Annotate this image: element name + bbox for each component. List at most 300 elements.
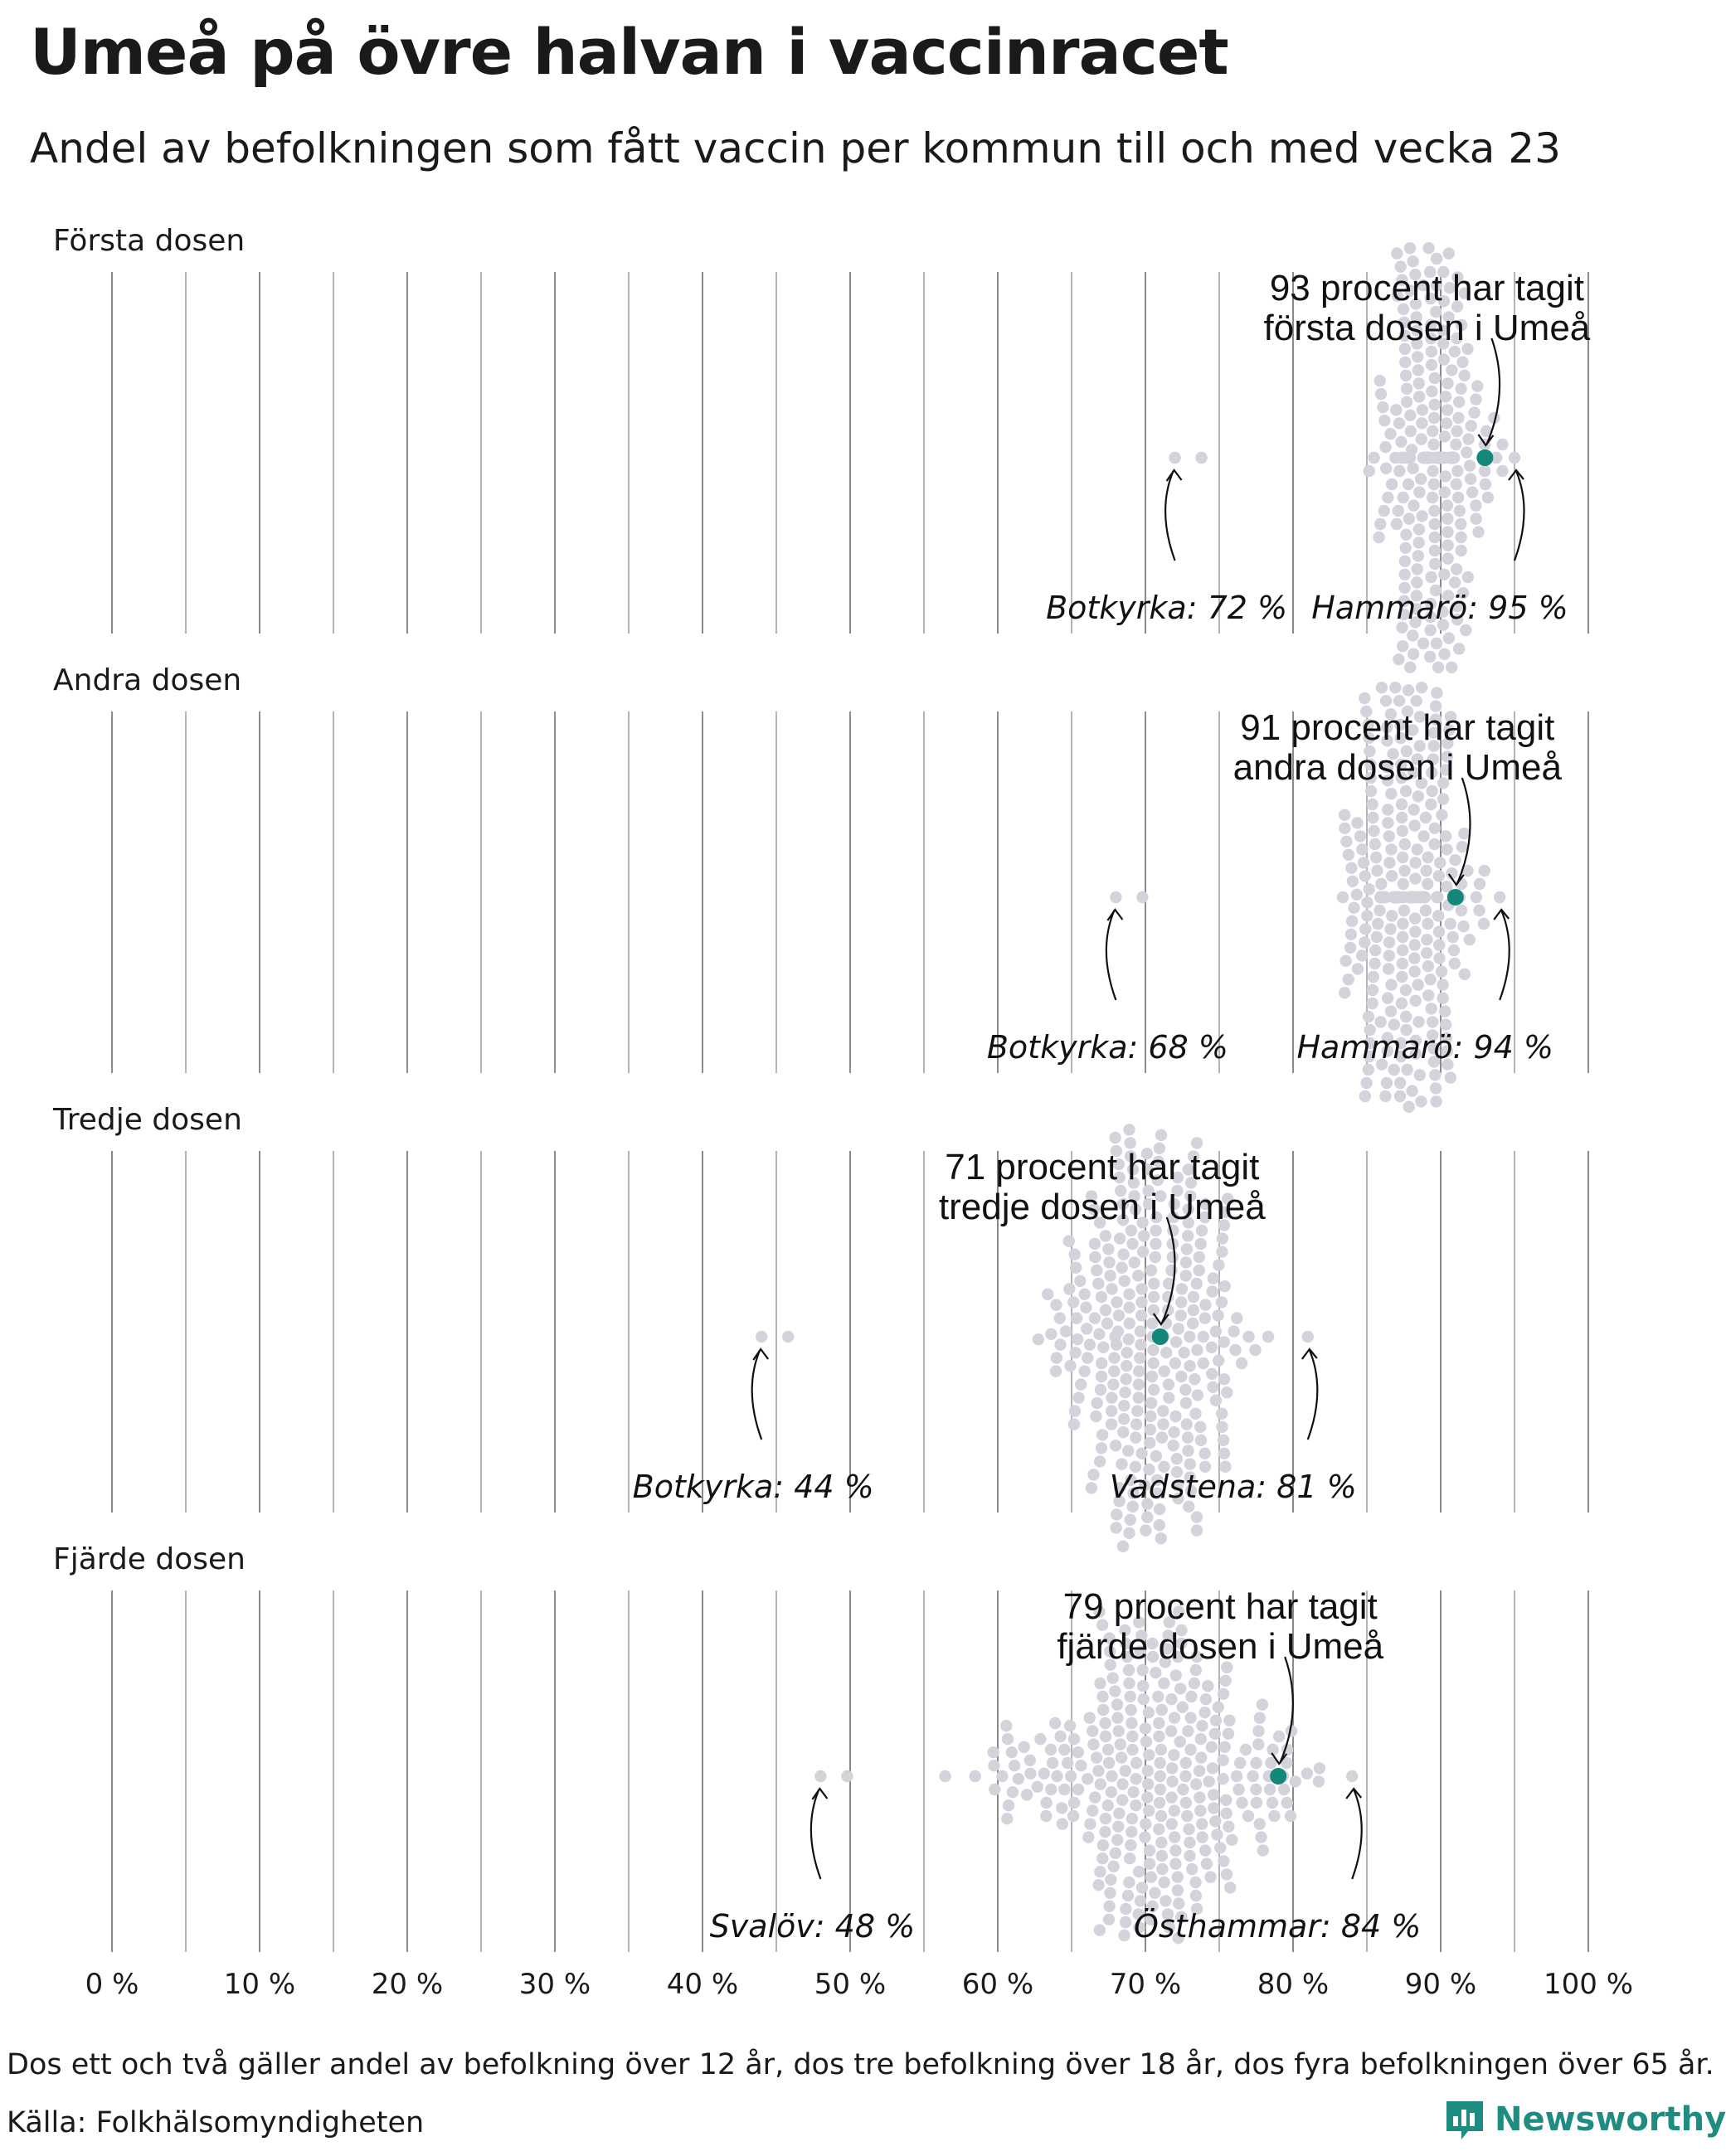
municipality-dot — [1268, 1810, 1280, 1822]
municipality-dot — [1179, 1384, 1191, 1396]
umea-annotation-line: tredje dosen i Umeå — [938, 1187, 1266, 1227]
municipality-dot — [1097, 1839, 1109, 1851]
municipality-dot — [1111, 1296, 1122, 1308]
min-arrowhead — [812, 1789, 827, 1799]
municipality-dot — [1143, 1707, 1155, 1718]
umea-annotation — [1057, 1586, 1383, 1667]
municipality-dot — [1394, 1077, 1406, 1089]
panel-title: Andra dosen — [53, 663, 242, 697]
municipality-dot — [1199, 1299, 1211, 1310]
municipality-dot — [1218, 1373, 1230, 1385]
municipality-dot — [1094, 1924, 1106, 1935]
x-tick-label: 10 % — [223, 1968, 296, 2001]
municipality-dot — [1113, 1725, 1125, 1736]
municipality-dot — [1425, 799, 1437, 810]
municipality-dot — [1337, 891, 1349, 903]
municipality-dot — [1348, 902, 1359, 914]
municipality-dot — [1262, 1331, 1274, 1343]
municipality-dot — [1218, 1336, 1230, 1348]
municipality-dot — [1416, 682, 1427, 693]
municipality-dot — [1116, 1794, 1128, 1806]
municipality-dot — [1097, 1342, 1109, 1353]
municipality-dot — [1427, 492, 1438, 503]
min-arrowhead — [1107, 910, 1122, 920]
municipality-dot — [1439, 430, 1451, 442]
municipality-dot — [1400, 529, 1412, 541]
municipality-dot — [1440, 470, 1451, 482]
municipality-dot — [1135, 1895, 1146, 1906]
municipality-dot — [1155, 1837, 1167, 1848]
municipality-dot — [1156, 1850, 1168, 1862]
municipality-dot — [1421, 865, 1432, 876]
municipality-dot — [1180, 1797, 1192, 1809]
municipality-dot — [1453, 396, 1465, 408]
municipality-dot — [1065, 1770, 1077, 1782]
municipality-dot — [1087, 1725, 1098, 1736]
municipality-dot — [1398, 905, 1410, 916]
max-arrowhead — [1302, 1349, 1317, 1359]
municipality-dot — [1109, 1685, 1121, 1697]
municipality-dot — [1184, 1360, 1195, 1372]
municipality-dot — [1144, 1844, 1155, 1856]
x-tick-label: 80 % — [1257, 1968, 1330, 2001]
municipality-dot — [1072, 1391, 1084, 1403]
municipality-dot — [1096, 1357, 1107, 1369]
municipality-dot — [1107, 1672, 1119, 1683]
municipality-dot — [1409, 939, 1421, 950]
municipality-dot — [1221, 1386, 1233, 1398]
municipality-dot — [1116, 1262, 1127, 1274]
municipality-dot — [1408, 499, 1419, 511]
municipality-dot — [1183, 1823, 1194, 1835]
municipality-dot — [1195, 1751, 1207, 1763]
municipality-dot — [1165, 1725, 1177, 1736]
municipality-dot — [1159, 1365, 1170, 1377]
municipality-dot — [1438, 569, 1450, 580]
municipality-dot — [1457, 920, 1469, 932]
municipality-dot — [1214, 1842, 1226, 1853]
municipality-dot — [1465, 473, 1476, 484]
municipality-dot — [1217, 1232, 1228, 1244]
municipality-dot — [1220, 1675, 1232, 1687]
municipality-dot — [1374, 905, 1385, 916]
municipality-dot — [1133, 1866, 1145, 1877]
municipality-dot — [1104, 1887, 1116, 1899]
panel-4 — [53, 1542, 1588, 1952]
municipality-dot — [1145, 1871, 1157, 1882]
municipality-dot — [1093, 1328, 1105, 1340]
municipality-dot — [1339, 823, 1350, 834]
umea-annotation-line: fjärde dosen i Umeå — [1057, 1626, 1384, 1667]
municipality-dot — [1424, 974, 1436, 985]
municipality-dot — [1218, 1435, 1229, 1446]
municipality-dot — [1378, 505, 1390, 517]
municipality-dot — [1121, 1360, 1132, 1372]
municipality-dot — [1134, 1352, 1145, 1363]
municipality-dot — [1143, 1804, 1155, 1816]
municipality-dot — [1380, 695, 1392, 707]
municipality-dot — [1095, 1384, 1106, 1396]
municipality-dot — [1124, 1853, 1135, 1864]
municipality-dot — [1442, 526, 1453, 537]
municipality-dot — [1160, 1347, 1172, 1358]
municipality-dot — [1092, 1765, 1104, 1776]
municipality-dot — [1069, 1405, 1081, 1416]
municipality-dot — [1380, 463, 1392, 474]
municipality-dot — [1437, 992, 1449, 1003]
municipality-dot — [1111, 1522, 1122, 1533]
municipality-dot — [1453, 643, 1465, 654]
municipality-dot — [1449, 958, 1461, 969]
municipality-dot — [1400, 542, 1412, 554]
municipality-dot — [1401, 383, 1412, 395]
municipality-dot — [1213, 1355, 1224, 1367]
municipality-dot — [1255, 1831, 1267, 1843]
municipality-dot — [1155, 1129, 1167, 1141]
municipality-dot — [1100, 1813, 1111, 1824]
municipality-dot — [1432, 910, 1444, 921]
municipality-dot — [1067, 1810, 1079, 1822]
municipality-dot — [1374, 1016, 1386, 1027]
municipality-dot — [1219, 1280, 1231, 1292]
municipality-dot — [1166, 1818, 1178, 1829]
municipality-dot — [1137, 1680, 1149, 1692]
municipality-dot — [1359, 923, 1371, 935]
municipality-dot — [1367, 799, 1378, 810]
municipality-dot — [1072, 1746, 1084, 1758]
umea-annotation — [939, 1147, 1266, 1227]
x-tick-label: 40 % — [666, 1968, 739, 2001]
municipality-dot — [1456, 545, 1467, 556]
municipality-dot — [1154, 1757, 1165, 1769]
municipality-dot — [1165, 1693, 1177, 1705]
municipality-dot — [1411, 576, 1422, 588]
municipality-dot — [1169, 1712, 1180, 1723]
municipality-dot — [1216, 1408, 1228, 1420]
municipality-dot — [1456, 841, 1468, 852]
municipality-dot — [1144, 1857, 1155, 1869]
municipality-dot — [1064, 1720, 1076, 1731]
municipality-dot — [1057, 1818, 1068, 1829]
municipality-dot — [1174, 1736, 1186, 1747]
municipality-dot — [1108, 1352, 1120, 1363]
municipality-dot — [1194, 1421, 1206, 1433]
municipality-dot — [1208, 1789, 1219, 1800]
municipality-dot — [1242, 1331, 1254, 1343]
municipality-dot — [1354, 830, 1366, 842]
municipality-dot — [1180, 1397, 1192, 1409]
municipality-dot — [1119, 1386, 1130, 1398]
municipality-dot — [1448, 452, 1460, 464]
x-tick-label: 90 % — [1404, 1968, 1477, 2001]
municipality-dot — [1474, 878, 1485, 890]
x-tick-label: 60 % — [961, 1968, 1034, 2001]
municipality-dot — [1140, 1818, 1151, 1829]
municipality-dot — [1254, 1712, 1266, 1723]
municipality-dot — [1202, 1680, 1213, 1692]
municipality-dot — [1199, 1844, 1211, 1856]
municipality-dot — [1090, 1411, 1101, 1422]
municipality-dot — [1184, 1837, 1195, 1848]
municipality-dot — [1160, 1895, 1171, 1906]
municipality-dot — [1141, 1511, 1153, 1522]
municipality-dot — [1191, 1511, 1203, 1522]
municipality-dot — [1150, 1667, 1161, 1678]
municipality-dot — [1216, 1296, 1228, 1308]
municipality-dot — [1451, 425, 1462, 437]
page-subtitle: Andel av befolkningen som fått vaccin per kommun till och med vecka 23 — [30, 124, 1561, 172]
municipality-dot — [1191, 1524, 1203, 1536]
municipality-dot — [1135, 1309, 1147, 1321]
municipality-dot — [1072, 1784, 1084, 1795]
municipality-dot — [1432, 662, 1444, 673]
municipality-dot — [1509, 452, 1520, 464]
municipality-dot — [1121, 1373, 1132, 1385]
municipality-dot — [1210, 1395, 1222, 1406]
municipality-dot — [1247, 1770, 1258, 1782]
municipality-dot — [1130, 1418, 1142, 1430]
municipality-dot — [1082, 1831, 1094, 1843]
municipality-dot — [1167, 1440, 1179, 1451]
municipality-dot — [1389, 452, 1401, 464]
municipality-dot — [1192, 1389, 1203, 1401]
municipality-dot — [1062, 1757, 1073, 1769]
municipality-dot — [1242, 1810, 1254, 1822]
municipality-dot — [1386, 478, 1398, 490]
municipality-dot — [1431, 638, 1442, 649]
municipality-dot — [1396, 812, 1408, 823]
municipality-dot — [1054, 1731, 1066, 1742]
municipality-dot — [1054, 1338, 1066, 1350]
municipality-dot — [1007, 1786, 1019, 1798]
municipality-dot — [1471, 380, 1483, 391]
panel-1 — [53, 224, 1591, 673]
municipality-dot — [970, 1770, 981, 1782]
municipality-dot — [1033, 1333, 1044, 1345]
municipality-dot — [1075, 1378, 1087, 1390]
municipality-dot — [1165, 1791, 1177, 1803]
municipality-dot — [1419, 891, 1431, 903]
municipality-dot — [1220, 1808, 1232, 1819]
municipality-dot — [1267, 1797, 1278, 1809]
max-arrowhead — [1346, 1789, 1361, 1799]
municipality-dot — [1371, 865, 1383, 876]
municipality-dot — [1382, 992, 1393, 1003]
min-label: Botkyrka: 72 % — [1046, 590, 1288, 626]
municipality-dot — [1135, 1296, 1147, 1308]
municipality-dot — [1135, 1338, 1146, 1350]
municipality-dot — [1169, 1857, 1181, 1869]
municipality-dot — [1169, 1831, 1180, 1843]
municipality-dot — [1379, 441, 1391, 453]
municipality-dot — [1123, 1289, 1135, 1300]
municipality-dot — [1103, 1757, 1115, 1769]
municipality-dot — [1234, 1757, 1246, 1769]
municipality-dot — [1139, 1831, 1150, 1843]
municipality-dot — [1442, 404, 1453, 415]
municipality-dot — [1208, 1802, 1219, 1814]
municipality-dot — [1103, 1914, 1115, 1925]
municipality-dot — [1002, 1733, 1014, 1745]
municipality-dot — [1383, 830, 1395, 842]
municipality-dot — [1126, 1826, 1137, 1838]
min-label: Botkyrka: 68 % — [986, 1029, 1228, 1066]
municipality-dot — [1045, 1328, 1057, 1340]
municipality-dot — [1442, 552, 1454, 564]
municipality-dot — [1105, 1874, 1116, 1886]
municipality-dot — [1436, 809, 1447, 821]
municipality-dot — [1001, 1813, 1013, 1824]
municipality-dot — [1278, 1784, 1290, 1795]
municipality-dot — [1398, 878, 1409, 890]
municipality-dot — [1212, 1309, 1223, 1321]
municipality-dot — [1405, 425, 1417, 437]
municipality-dot — [1089, 1238, 1101, 1250]
municipality-dot — [1434, 857, 1446, 868]
municipality-dot — [1254, 1818, 1266, 1829]
municipality-dot — [1102, 1744, 1114, 1755]
municipality-dot — [1175, 1371, 1187, 1382]
municipality-dot — [1203, 1775, 1215, 1787]
municipality-dot — [1428, 412, 1440, 424]
municipality-dot — [1466, 420, 1477, 431]
municipality-dot — [1379, 1090, 1391, 1102]
municipality-dot — [1013, 1773, 1024, 1785]
municipality-dot — [1411, 695, 1422, 707]
panel-title: Tredje dosen — [53, 1103, 242, 1137]
municipality-dot — [1391, 247, 1403, 259]
municipality-dot — [1169, 1804, 1180, 1816]
municipality-dot — [1184, 1712, 1196, 1723]
municipality-dot — [1257, 1844, 1269, 1856]
municipality-dot — [1102, 1243, 1114, 1255]
max-arrow — [1352, 1789, 1362, 1879]
municipality-dot — [1123, 1333, 1135, 1345]
municipality-dot — [1125, 1514, 1136, 1526]
municipality-dot — [1058, 1784, 1070, 1795]
municipality-dot — [1118, 1413, 1130, 1425]
municipality-dot — [1439, 1005, 1451, 1017]
municipality-dot — [1447, 931, 1459, 943]
municipality-dot — [1257, 1698, 1268, 1710]
municipality-dot — [1381, 1077, 1393, 1089]
municipality-dot — [1442, 499, 1453, 511]
municipality-dot — [1440, 391, 1451, 402]
municipality-dot — [1367, 998, 1378, 1009]
municipality-dot — [1127, 1786, 1139, 1798]
municipality-dot — [1126, 1731, 1138, 1742]
municipality-dot — [1439, 486, 1451, 498]
municipality-dot — [1431, 253, 1442, 265]
municipality-dot — [1471, 891, 1482, 903]
newsworthy-logo-icon — [1443, 2098, 1486, 2141]
municipality-dot — [1114, 1232, 1126, 1244]
municipality-dot — [1386, 910, 1398, 921]
municipality-dot — [1407, 629, 1418, 641]
municipality-dot — [1109, 1132, 1121, 1144]
municipality-dot — [1147, 1344, 1159, 1356]
municipality-dot — [1182, 1445, 1194, 1456]
municipality-dot — [1087, 1804, 1098, 1816]
municipality-dot — [1218, 1688, 1229, 1700]
x-tick-label: 100 % — [1543, 1968, 1634, 2001]
municipality-dot — [1231, 1312, 1242, 1323]
municipality-dot — [1170, 1669, 1182, 1681]
municipality-dot — [1112, 1821, 1124, 1833]
municipality-dot — [988, 1760, 999, 1771]
municipality-dot — [1058, 1744, 1070, 1755]
municipality-dot — [1111, 1698, 1123, 1710]
municipality-dot — [1125, 1704, 1136, 1716]
municipality-dot — [1339, 987, 1350, 998]
municipality-dot — [1106, 1405, 1117, 1416]
municipality-dot — [1417, 638, 1429, 649]
municipality-dot — [1399, 357, 1411, 368]
municipality-dot — [1116, 1751, 1127, 1763]
municipality-dot — [1383, 936, 1395, 948]
municipality-dot — [1099, 1826, 1111, 1838]
municipality-dot — [1150, 1251, 1161, 1263]
municipality-dot — [1196, 1720, 1208, 1731]
municipality-dot — [1429, 372, 1441, 384]
municipality-dot — [1091, 1751, 1102, 1763]
municipality-dot — [1136, 891, 1148, 903]
municipality-dot — [1191, 1278, 1203, 1289]
municipality-dot — [1087, 1738, 1099, 1750]
municipality-dot — [1371, 931, 1383, 943]
municipality-dot — [1400, 984, 1412, 996]
municipality-dot — [1140, 1524, 1151, 1536]
municipality-dot — [1396, 799, 1408, 810]
municipality-dot — [1196, 1818, 1208, 1829]
municipality-dot — [1438, 648, 1450, 660]
municipality-dot — [1180, 1757, 1192, 1769]
municipality-dot — [1374, 375, 1386, 386]
municipality-dot — [1096, 1442, 1107, 1454]
municipality-dot — [1431, 687, 1442, 698]
municipality-dot — [1115, 1738, 1126, 1750]
municipality-dot — [1229, 1344, 1241, 1356]
municipality-dot — [1313, 1775, 1325, 1787]
max-label: Östhammar: 84 % — [1134, 1908, 1422, 1945]
municipality-dot — [1346, 915, 1358, 927]
municipality-dot — [1009, 1760, 1020, 1771]
municipality-dot — [1133, 1378, 1145, 1390]
municipality-dot — [1403, 1101, 1415, 1113]
municipality-dot — [1110, 891, 1121, 903]
municipality-dot — [1075, 1760, 1087, 1771]
municipality-dot — [1204, 1871, 1216, 1882]
municipality-dot — [1429, 823, 1441, 834]
municipality-dot — [1415, 1095, 1427, 1107]
municipality-dot — [1100, 1230, 1111, 1241]
municipality-dot — [1425, 571, 1437, 583]
municipality-dot — [1106, 1283, 1117, 1294]
municipality-dot — [1390, 404, 1402, 415]
municipality-dot — [1069, 1249, 1081, 1260]
municipality-dot — [1226, 1834, 1237, 1846]
municipality-dot — [1096, 1291, 1107, 1303]
municipality-dot — [756, 1331, 767, 1343]
municipality-dot — [1223, 1715, 1235, 1726]
municipality-dot — [1166, 1775, 1178, 1787]
min-arrow — [752, 1350, 762, 1440]
municipality-dot — [841, 1770, 853, 1782]
municipality-dot — [1346, 1770, 1358, 1782]
municipality-dot — [1403, 478, 1414, 490]
municipality-dot — [1190, 1890, 1202, 1901]
municipality-dot — [1182, 1230, 1194, 1241]
